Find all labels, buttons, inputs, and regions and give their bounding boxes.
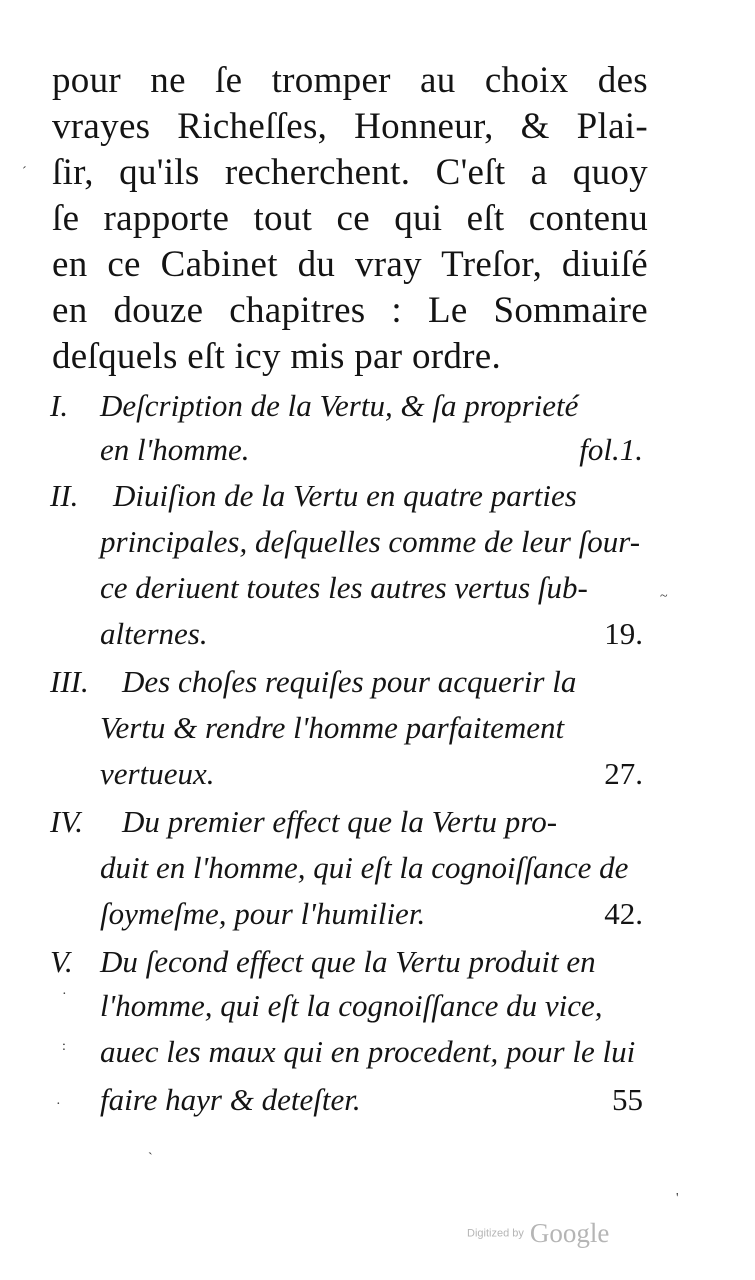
chapter-number: IV. (50, 804, 84, 839)
entry-line: l'homme, qui eſt la cognoiſſance du vice, (100, 988, 603, 1023)
body-line: en ce Cabinet du vray Treſor, diuiſé (52, 244, 648, 285)
entry-line: Du ſecond effect que la Vertu produit en (100, 944, 596, 979)
folio-number: 55 (612, 1082, 643, 1117)
chapter-number: III. (50, 664, 89, 699)
entry-line: auec les maux qui en procedent, pour le lui (100, 1034, 636, 1069)
body-line: ſe rapporte tout ce qui eſt contenu (52, 198, 648, 239)
folio-number: 19. (604, 616, 643, 651)
chapter-number: V. (50, 944, 73, 979)
entry-line: en l'homme. (100, 432, 250, 467)
body-line: ſir, qu'ils recherchent. C'eſt a quoy (52, 152, 648, 193)
scan-speck: ~ (660, 589, 668, 604)
folio-number: 42. (604, 896, 643, 931)
entry-line: ce deriuent toutes les autres vertus ſub- (100, 570, 588, 605)
scan-speck: ´ (22, 165, 27, 180)
scan-speck: ` (148, 1151, 153, 1166)
entry-line: vertueux. (100, 756, 215, 791)
scan-speck: · (56, 1097, 61, 1112)
entry-line: Deſcription de la Vertu, & ſa proprieté (100, 388, 579, 423)
scan-speck: · (62, 987, 67, 1002)
chapter-number: II. (50, 478, 79, 513)
entry-line: Des choſes requiſes pour acquerir la (122, 664, 577, 699)
entry-line: ſoymeſme, pour l'humilier. (100, 896, 426, 931)
google-watermark (467, 1218, 609, 1249)
body-line: vrayes Richeſſes, Honneur, & Plai- (52, 106, 648, 147)
folio-number: 27. (604, 756, 643, 791)
watermark-small-text: Digitized by (467, 1227, 524, 1240)
entry-line: faire hayr & deteſter. (100, 1082, 361, 1117)
entry-line: alternes. (100, 616, 208, 651)
body-line: pour ne ſe tromper au choix des (52, 60, 648, 101)
entry-line: duit en l'homme, qui eſt la cognoiſſance de (100, 850, 629, 885)
body-line: deſquels eſt icy mis par ordre. (52, 336, 502, 377)
chapter-number: I. (50, 388, 69, 423)
entry-line: Diuiſion de la Vertu en quatre parties (113, 478, 577, 513)
scan-speck: : (62, 1039, 66, 1054)
entry-line: principales, deſquelles comme de leur ſour- (100, 524, 641, 559)
google-logo: Google (529, 1218, 610, 1248)
body-line: en douze chapitres : Le Sommaire (52, 290, 648, 331)
folio-number: fol.1. (579, 432, 643, 467)
entry-line: Du premier effect que la Vertu pro- (122, 804, 558, 839)
scan-speck: ' (676, 1191, 679, 1206)
entry-line: Vertu & rendre l'homme parfaitement (100, 710, 565, 745)
